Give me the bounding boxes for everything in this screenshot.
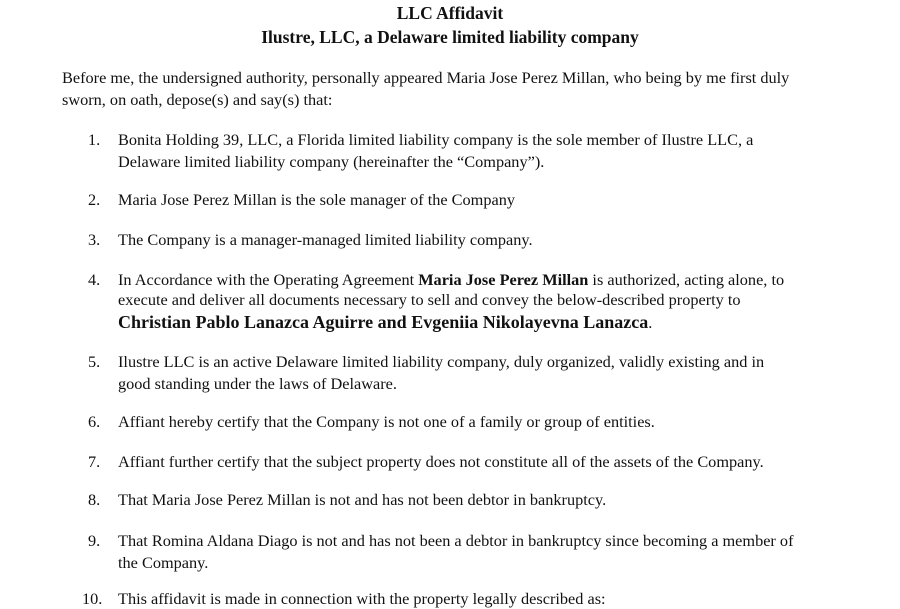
item-text: Ilustre LLC is an active Delaware limited liability company, duly organized, validly existing and in <box>118 352 765 371</box>
item-text: Bonita Holding 39, LLC, a Florida limited liability company is the sole member of Ilustre LLC, a <box>118 130 754 149</box>
item-number: 9. <box>88 531 101 550</box>
item-text: That Romina Aldana Diago is not and has not been a debtor in bankruptcy since becoming a member of <box>118 531 794 550</box>
item-text: the Company. <box>118 553 209 572</box>
buyer-names: Christian Pablo Lanazca Aguirre and Evgeniia Nikolayevna Lanazca <box>118 312 649 332</box>
item-number: 2. <box>88 190 101 209</box>
item-text-segment: . <box>648 313 653 332</box>
document-subtitle: Ilustre, LLC, a Delaware limited liability company <box>261 27 639 47</box>
item-text: Affiant further certify that the subject property does not constitute all of the assets of the Company. <box>118 452 764 471</box>
item-number: 8. <box>88 490 101 509</box>
item-text: Affiant hereby certify that the Company is not one of a family or group of entities. <box>118 412 655 431</box>
item-number: 5. <box>88 352 101 371</box>
item-text: Maria Jose Perez Millan is the sole manager of the Company <box>118 190 515 209</box>
manager-name: Maria Jose Perez Millan <box>418 270 589 289</box>
item-number: 7. <box>88 452 101 471</box>
item-text-segment: is authorized, acting alone, to <box>588 270 785 289</box>
item-text: execute and deliver all documents necessary to sell and convey the below-described property to <box>118 290 741 309</box>
item-text: This affidavit is made in connection with the property legally described as: <box>118 589 606 608</box>
item-text <box>118 312 652 333</box>
item-text: Delaware limited liability company (hereinafter the “Company”). <box>118 152 545 171</box>
item-number: 4. <box>88 270 101 289</box>
intro-line: sworn, on oath, depose(s) and say(s) that: <box>62 90 333 109</box>
item-text-segment: In Accordance with the Operating Agreement <box>118 270 419 289</box>
item-text: good standing under the laws of Delaware. <box>118 374 397 393</box>
item-text: The Company is a manager-managed limited liability company. <box>118 230 533 249</box>
item-number: 6. <box>88 412 101 431</box>
item-number: 3. <box>88 230 101 249</box>
intro-line: Before me, the undersigned authority, personally appeared Maria Jose Perez Millan, who being by me first duly <box>62 68 790 87</box>
document-title: LLC Affidavit <box>396 3 504 23</box>
item-text: That Maria Jose Perez Millan is not and has not been debtor in bankruptcy. <box>118 490 607 509</box>
item-number: 10. <box>82 589 103 608</box>
item-number: 1. <box>88 130 101 149</box>
item-text <box>118 270 784 290</box>
